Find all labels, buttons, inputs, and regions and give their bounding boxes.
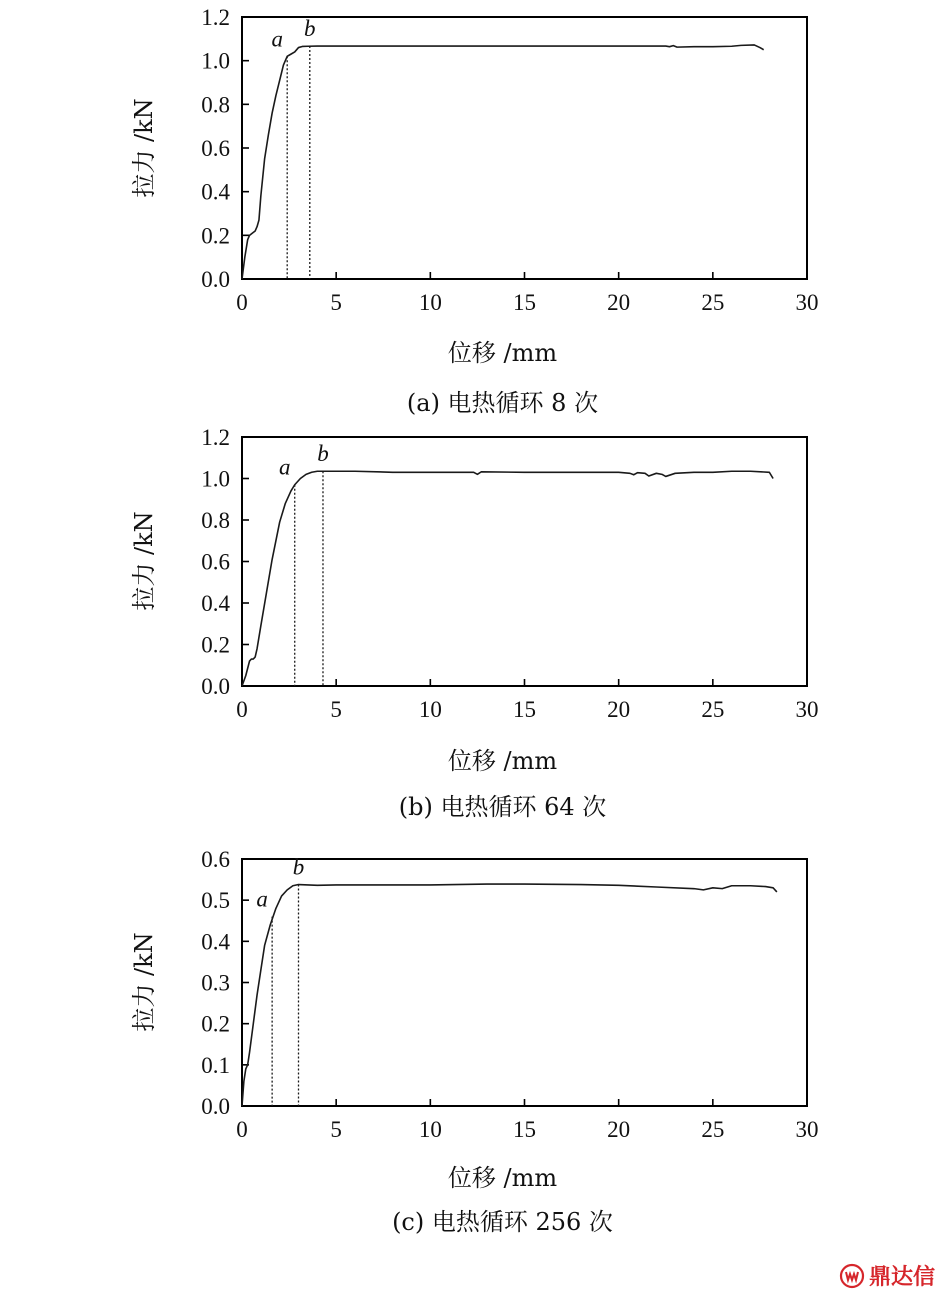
x-tick-label: 0 <box>236 697 248 722</box>
chart-panel-1 <box>130 425 819 821</box>
x-axis-label: 位移 /mm <box>447 747 558 775</box>
x-tick-label: 5 <box>330 1117 342 1142</box>
y-tick-label: 0.0 <box>201 267 230 292</box>
x-tick-label: 0 <box>236 290 248 315</box>
series-line <box>242 884 777 1106</box>
x-tick-label: 10 <box>418 290 442 315</box>
x-tick-label: 5 <box>330 290 342 315</box>
watermark-text: 鼎达信 <box>868 1265 935 1290</box>
series-line <box>242 471 773 686</box>
x-tick-label: 25 <box>701 1117 725 1142</box>
x-tick-label: 10 <box>418 697 442 722</box>
x-tick-label: 15 <box>513 697 536 722</box>
plot-frame <box>242 859 807 1106</box>
x-tick-label: 30 <box>795 290 819 315</box>
point-label-b: b <box>304 16 316 42</box>
y-tick-label: 0.6 <box>201 549 230 575</box>
dingdaxin-logo-icon <box>839 1263 865 1289</box>
x-tick-label: 20 <box>607 290 631 315</box>
y-tick-label: 0.0 <box>201 674 230 699</box>
plot-frame <box>242 17 807 279</box>
panel-caption: (c) 电热循环 256 次 <box>392 1208 613 1236</box>
panel-caption: (a) 电热循环 8 次 <box>406 389 599 417</box>
y-tick-label: 0.2 <box>201 632 230 658</box>
point-label-b: b <box>317 441 329 467</box>
x-tick-label: 0 <box>236 1117 248 1142</box>
x-axis-label: 位移 /mm <box>447 339 558 367</box>
y-tick-label: 0.6 <box>201 136 230 161</box>
x-tick-label: 5 <box>330 697 342 722</box>
y-tick-label: 0.3 <box>201 970 230 996</box>
panel-caption: (b) 电热循环 64 次 <box>398 793 607 821</box>
y-tick-label: 0.4 <box>201 929 230 955</box>
plot-frame <box>242 437 807 686</box>
y-tick-label: 1.2 <box>201 5 230 30</box>
x-tick-label: 25 <box>701 697 725 722</box>
y-tick-label: 0.6 <box>201 847 230 872</box>
y-tick-label: 1.2 <box>201 425 230 450</box>
chart-panel-2 <box>130 847 819 1236</box>
series-line <box>242 45 764 279</box>
y-axis-label: 拉力 /kN <box>130 511 158 611</box>
y-tick-label: 0.1 <box>201 1052 230 1078</box>
y-tick-label: 0.8 <box>201 92 230 118</box>
x-tick-label: 10 <box>418 1117 442 1142</box>
x-tick-label: 15 <box>513 290 536 315</box>
y-axis-label: 拉力 /kN <box>130 98 158 198</box>
y-tick-label: 0.4 <box>201 179 230 205</box>
point-label-a: a <box>256 886 268 912</box>
y-tick-label: 0.0 <box>201 1094 230 1119</box>
x-axis-label: 位移 /mm <box>447 1164 558 1192</box>
x-tick-label: 30 <box>795 1117 819 1142</box>
y-tick-label: 0.2 <box>201 1011 230 1037</box>
y-tick-label: 0.5 <box>201 888 230 914</box>
x-tick-label: 15 <box>513 1117 536 1142</box>
x-tick-label: 25 <box>701 290 725 315</box>
y-tick-label: 1.0 <box>201 48 230 74</box>
y-tick-label: 1.0 <box>201 466 230 492</box>
y-tick-label: 0.8 <box>201 508 230 533</box>
point-label-b: b <box>292 854 305 880</box>
y-tick-label: 0.4 <box>201 591 230 616</box>
chart-panel-0 <box>130 5 819 417</box>
point-label-a: a <box>278 454 291 480</box>
watermark <box>839 1260 935 1291</box>
y-tick-label: 0.2 <box>201 223 230 249</box>
y-axis-label: 拉力 /kN <box>130 932 158 1032</box>
x-tick-label: 20 <box>607 697 631 722</box>
point-label-a: a <box>271 26 283 52</box>
x-tick-label: 30 <box>795 697 819 722</box>
x-tick-label: 20 <box>607 1117 631 1142</box>
